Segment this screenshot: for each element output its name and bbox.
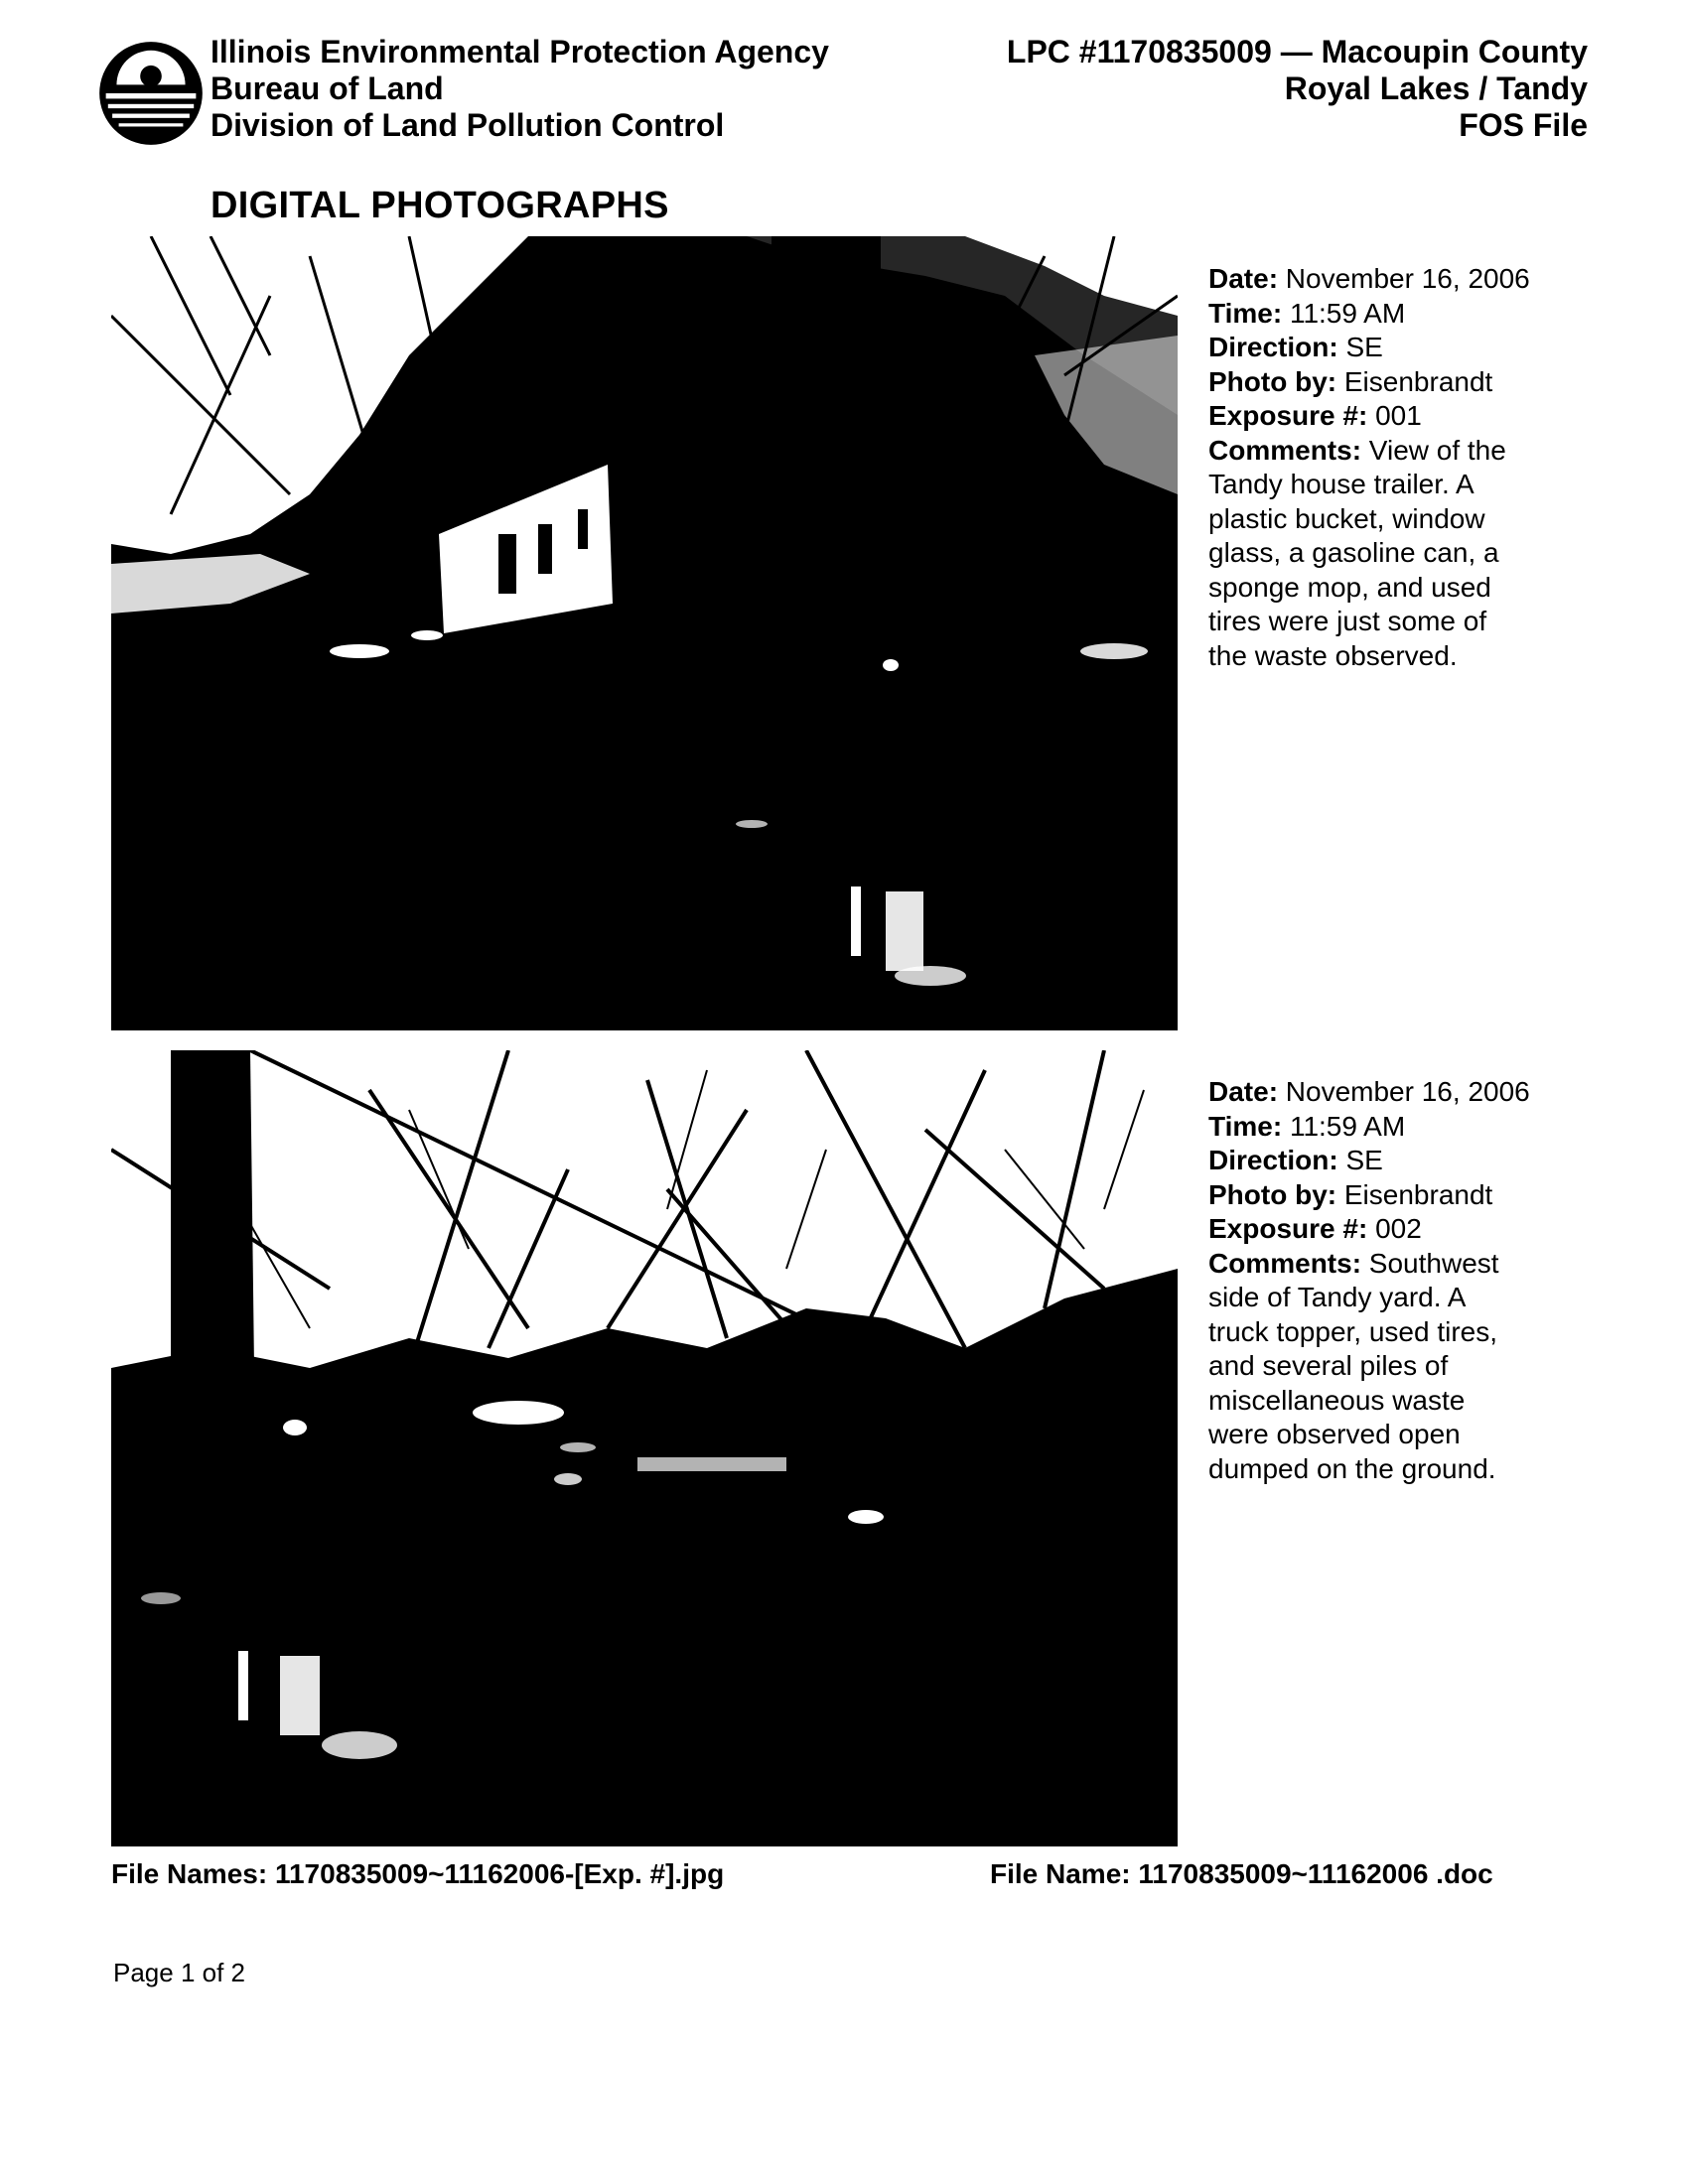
photo-by-label: Photo by:	[1208, 365, 1337, 397]
time-label: Time:	[1208, 297, 1283, 329]
illinois-epa-logo	[97, 40, 205, 147]
photo-trailer	[111, 236, 1178, 1030]
comments-label: Comments:	[1208, 434, 1362, 466]
document-file-name: File Name: 1170835009~11162006 .doc	[990, 1858, 1493, 1889]
page-title: DIGITAL PHOTOGRAPHS	[210, 185, 669, 226]
comments-line: glass, a gasoline can, a	[1208, 537, 1499, 568]
date-value: November 16, 2006	[1285, 1076, 1530, 1107]
time-value: 11:59 AM	[1289, 1110, 1406, 1142]
direction-label: Direction:	[1208, 332, 1338, 362]
direction-label: Direction:	[1208, 1145, 1338, 1175]
exposure-value: 001	[1375, 400, 1422, 431]
file-type: FOS File	[1459, 107, 1588, 143]
agency-block	[210, 34, 829, 144]
photo-yard-image	[111, 1050, 1178, 1846]
comments-line: sponge mop, and used	[1208, 571, 1491, 603]
date-label: Date:	[1208, 263, 1279, 294]
exposure-label: Exposure #:	[1208, 1213, 1368, 1244]
comments-line: were observed open	[1208, 1419, 1461, 1449]
comments-line: miscellaneous waste	[1208, 1384, 1466, 1416]
comments-line: and several piles of	[1208, 1350, 1449, 1381]
comments-line: plastic bucket, window	[1208, 502, 1485, 534]
comments-line: side of Tandy yard. A	[1208, 1282, 1467, 1312]
photo-file-names: File Names: 1170835009~11162006-[Exp. #].jpg	[111, 1858, 725, 1889]
photo-yard	[111, 1050, 1178, 1846]
photo-by-label: Photo by:	[1208, 1178, 1337, 1210]
bureau-name: Bureau of Land	[210, 70, 444, 106]
comments-text: View of the	[1368, 434, 1506, 466]
photo-1-details	[1208, 262, 1586, 673]
comments-line: the waste observed.	[1208, 639, 1458, 671]
photo-by-value: Eisenbrandt	[1343, 1178, 1493, 1210]
date-value: November 16, 2006	[1285, 263, 1530, 294]
comments-line: truck topper, used tires,	[1208, 1315, 1498, 1347]
page-number: Page 1 of 2	[113, 1958, 245, 1987]
comments-line: Tandy house trailer. A	[1208, 469, 1474, 499]
direction-value: SE	[1345, 1145, 1383, 1175]
direction-value: SE	[1345, 332, 1383, 362]
photo-2-details	[1208, 1075, 1586, 1486]
time-value: 11:59 AM	[1289, 297, 1406, 329]
photo-by-value: Eisenbrandt	[1343, 365, 1493, 397]
photo-trailer-image	[111, 236, 1178, 1030]
date-label: Date:	[1208, 1076, 1279, 1107]
division-name: Division of Land Pollution Control	[210, 107, 725, 143]
comments-line: tires were just some of	[1208, 606, 1487, 636]
time-label: Time:	[1208, 1110, 1283, 1142]
comments-line: dumped on the ground.	[1208, 1452, 1496, 1484]
exposure-label: Exposure #:	[1208, 400, 1368, 431]
comments-label: Comments:	[1208, 1247, 1362, 1279]
comments-text: Southwest	[1368, 1247, 1499, 1279]
site-name: Royal Lakes / Tandy	[1284, 70, 1588, 106]
agency-name: Illinois Environmental Protection Agency	[210, 34, 829, 69]
lpc-number: LPC #1170835009 — Macoupin County	[1006, 34, 1588, 69]
site-block	[1007, 34, 1588, 144]
exposure-value: 002	[1375, 1213, 1422, 1244]
